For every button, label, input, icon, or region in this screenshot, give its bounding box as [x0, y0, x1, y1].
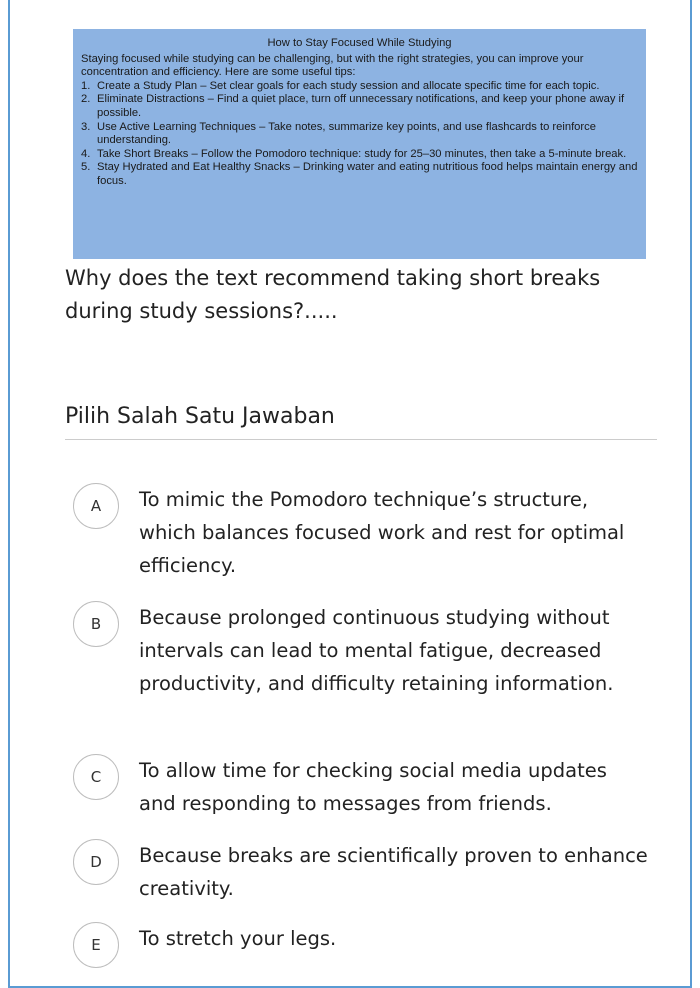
tip-item: [81, 148, 638, 162]
question-card: [8, 0, 692, 988]
option-text[interactable]: Because breaks are scientifically proven to enhance creativity.: [139, 844, 648, 900]
tip-number: 5.: [81, 161, 91, 174]
reading-passage: [73, 29, 646, 259]
answer-section-title: Pilih Salah Satu Jawaban: [65, 404, 335, 429]
tip-item: [81, 121, 638, 148]
tip-number: 2.: [81, 93, 91, 106]
tip-text: Take Short Breaks – Follow the Pomodoro technique: study for 25–30 minutes, then take a 5-minute break.: [97, 147, 627, 160]
tip-number: 1.: [81, 79, 91, 92]
option-letter-circle[interactable]: B: [73, 601, 119, 647]
question-text: Why does the text recommend taking short breaks during study sessions?.....: [65, 266, 601, 323]
tip-number: 4.: [81, 147, 91, 160]
tip-item: [81, 161, 638, 188]
option-letter-circle[interactable]: A: [73, 483, 119, 529]
option-text[interactable]: To allow time for checking social media updates and responding to messages from friends.: [139, 759, 607, 815]
tip-item: [81, 93, 638, 120]
tip-text: Stay Hydrated and Eat Healthy Snacks – Drinking water and eating nutritious food helps maintain energy and focus.: [97, 161, 638, 187]
tip-number: 3.: [81, 120, 91, 133]
option-letter-circle[interactable]: E: [73, 922, 119, 968]
option-text[interactable]: To stretch your legs.: [139, 927, 337, 950]
option-text[interactable]: To mimic the Pomodoro technique’s structure, which balances focused work and rest for optimal efficiency.: [139, 488, 625, 577]
tip-text: Eliminate Distractions – Find a quiet place, turn off unnecessary notifications, and keep your phone away if possible.: [97, 93, 625, 119]
tips-list: [81, 80, 638, 189]
option-letter-circle[interactable]: C: [73, 754, 119, 800]
section-divider: [65, 439, 657, 440]
tip-text: Create a Study Plan – Set clear goals for each study session and allocate specific time for each topic.: [97, 79, 600, 92]
tip-text: Use Active Learning Techniques – Take notes, summarize key points, and use flashcards to reinforce understanding.: [97, 120, 596, 147]
option-letter-circle[interactable]: D: [73, 839, 119, 885]
passage-title: How to Stay Focused While Studying: [267, 37, 452, 49]
tip-item: [81, 80, 638, 94]
option-text[interactable]: Because prolonged continuous studying without intervals can lead to mental fatigue, decreased productivity, and difficulty retaining information.: [139, 606, 614, 695]
passage-intro: Staying focused while studying can be challenging, but with the right strategies, you can improve your concentration and efficiency. Here are some useful tips:: [81, 52, 584, 79]
